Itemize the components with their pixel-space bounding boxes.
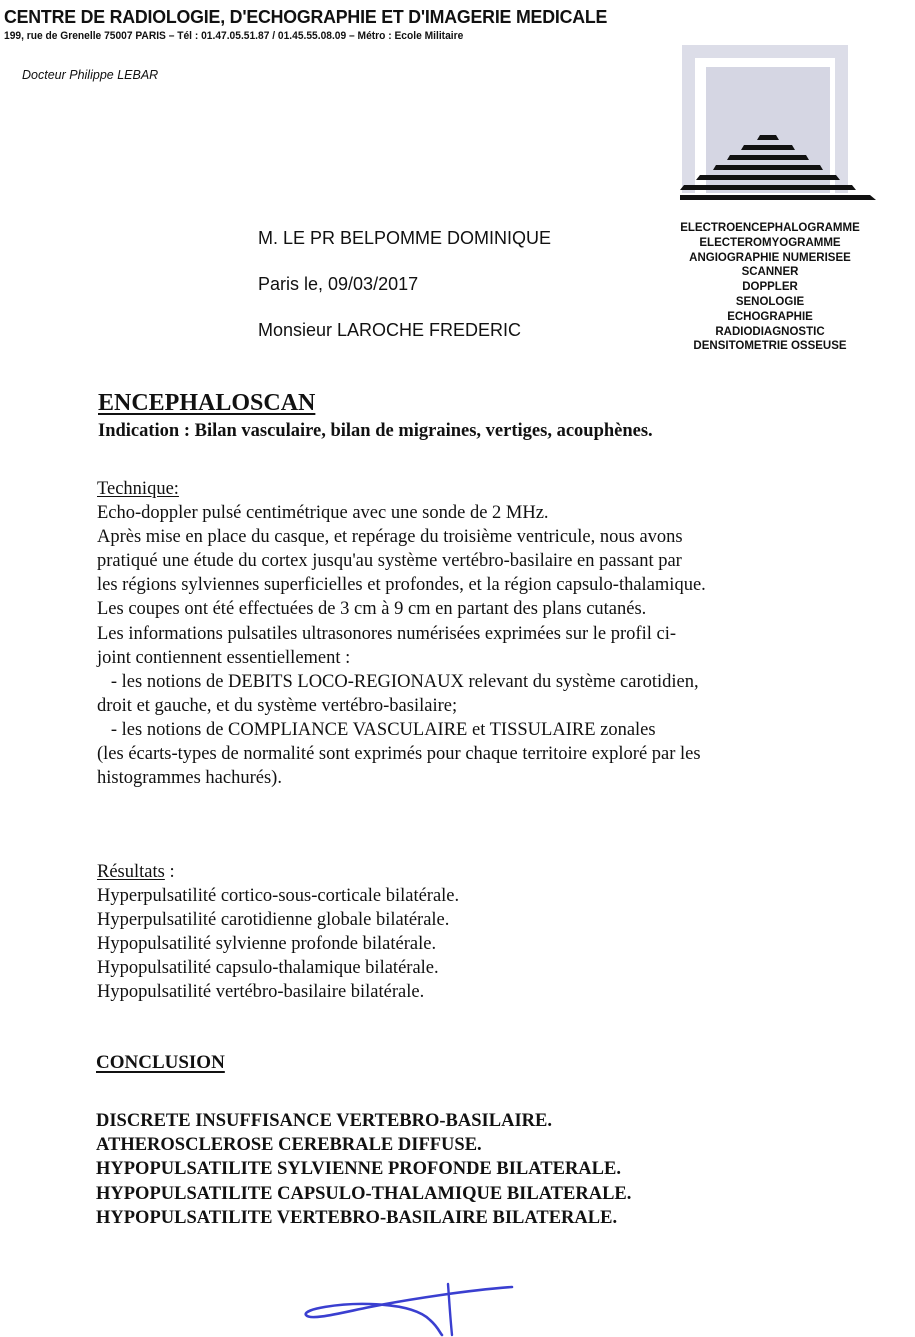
service-item: ANGIOGRAPHIE NUMERISEE [689, 251, 851, 264]
result-line: Hypopulsatilité capsulo-thalamique bilatérale. [97, 958, 439, 979]
staircase-portal-logo-icon [680, 43, 880, 203]
conclusion-line: HYPOPULSATILITE VERTEBRO-BASILAIRE BILATERALE. [96, 1207, 618, 1228]
clinic-address: 199, rue de Grenelle 75007 PARIS – Tél : 01.47.05.51.87 / 01.45.55.08.09 – Métro : Ecole Militaire [4, 30, 464, 42]
clinic-name: CENTRE DE RADIOLOGIE, D'ECHOGRAPHIE ET D'IMAGERIE MEDICALE [4, 6, 608, 27]
conclusion-heading: CONCLUSION [96, 1052, 225, 1073]
result-line: Hyperpulsatilité cortico-sous-corticale bilatérale. [97, 886, 460, 907]
service-item: ECHOGRAPHIE [727, 310, 813, 323]
conclusion-body [96, 1109, 631, 1230]
service-item: RADIODIAGNOSTIC [715, 325, 825, 338]
technique-line: histogrammes hachurés). [97, 768, 282, 789]
technique-line: Après mise en place du casque, et repérage du troisième ventricule, nous avons [97, 527, 683, 548]
results-section [97, 860, 459, 1005]
doctor-name: Docteur Philippe LEBAR [22, 68, 159, 82]
technique-line: Echo-doppler pulsé centimétrique avec une sonde de 2 MHz. [97, 503, 549, 524]
letter-date: Paris le, 09/03/2017 [258, 274, 419, 294]
technique-line: Les informations pulsatiles ultrasonores numérisées exprimées sur le profil ci- [97, 623, 677, 644]
service-item: ELECTROENCEPHALOGRAMME [680, 222, 860, 234]
conclusion-line: ATHEROSCLEROSE CEREBRALE DIFFUSE. [96, 1135, 482, 1156]
service-item: SCANNER [741, 266, 799, 279]
conclusion-line: DISCRETE INSUFFISANCE VERTEBRO-BASILAIRE. [96, 1111, 552, 1131]
technique-line: pratiqué une étude du cortex jusqu'au système vertébro-basilaire en passant par [97, 551, 682, 572]
technique-line: Les coupes ont été effectuées de 3 cm à 9 cm en partant des plans cutanés. [97, 599, 647, 620]
technique-line: droit et gauche, et du système vertébro-basilaire; [97, 695, 458, 716]
result-line: Hyperpulsatilité carotidienne globale bilatérale. [97, 910, 450, 931]
recipient: M. LE PR BELPOMME DOMINIQUE [258, 228, 552, 248]
technique-line: joint contiennent essentiellement : [97, 647, 351, 668]
technique-line: - les notions de DEBITS LOCO-REGIONAUX relevant du système carotidien, [97, 671, 699, 692]
service-item: SENOLOGIE [735, 295, 805, 308]
technique-section [97, 477, 912, 790]
exam-title: ENCEPHALOSCAN [98, 390, 316, 416]
results-heading-colon: : [164, 862, 175, 882]
indication: Indication : Bilan vasculaire, bilan de migraines, vertiges, acouphènes. [98, 421, 653, 441]
technique-line: - les notions de COMPLIANCE VASCULAIRE et TISSULAIRE zonales [97, 719, 656, 740]
service-item: DOPPLER [742, 281, 798, 294]
results-body [97, 884, 459, 1004]
results-heading: Résultats [97, 862, 165, 882]
technique-body [97, 501, 912, 790]
service-item: DENSITOMETRIE OSSEUSE [693, 340, 847, 353]
service-item: ELECTEROMYOGRAMME [699, 236, 841, 249]
services-list [650, 221, 890, 354]
technique-heading: Technique: [97, 479, 179, 499]
conclusion-line: HYPOPULSATILITE SYLVIENNE PROFONDE BILATERALE. [96, 1159, 621, 1180]
patient-name: Monsieur LAROCHE FREDERIC [258, 320, 522, 340]
signature-icon [300, 1265, 530, 1337]
conclusion-line: HYPOPULSATILITE CAPSULO-THALAMIQUE BILATERALE. [96, 1183, 632, 1204]
result-line: Hypopulsatilité sylvienne profonde bilatérale. [97, 934, 437, 955]
technique-line: (les écarts-types de normalité sont exprimés pour chaque territoire exploré par les [97, 744, 701, 765]
result-line: Hypopulsatilité vertébro-basilaire bilatérale. [97, 982, 425, 1003]
technique-line: les régions sylviennes superficielles et profondes, et la région capsulo-thalamique. [97, 575, 706, 596]
